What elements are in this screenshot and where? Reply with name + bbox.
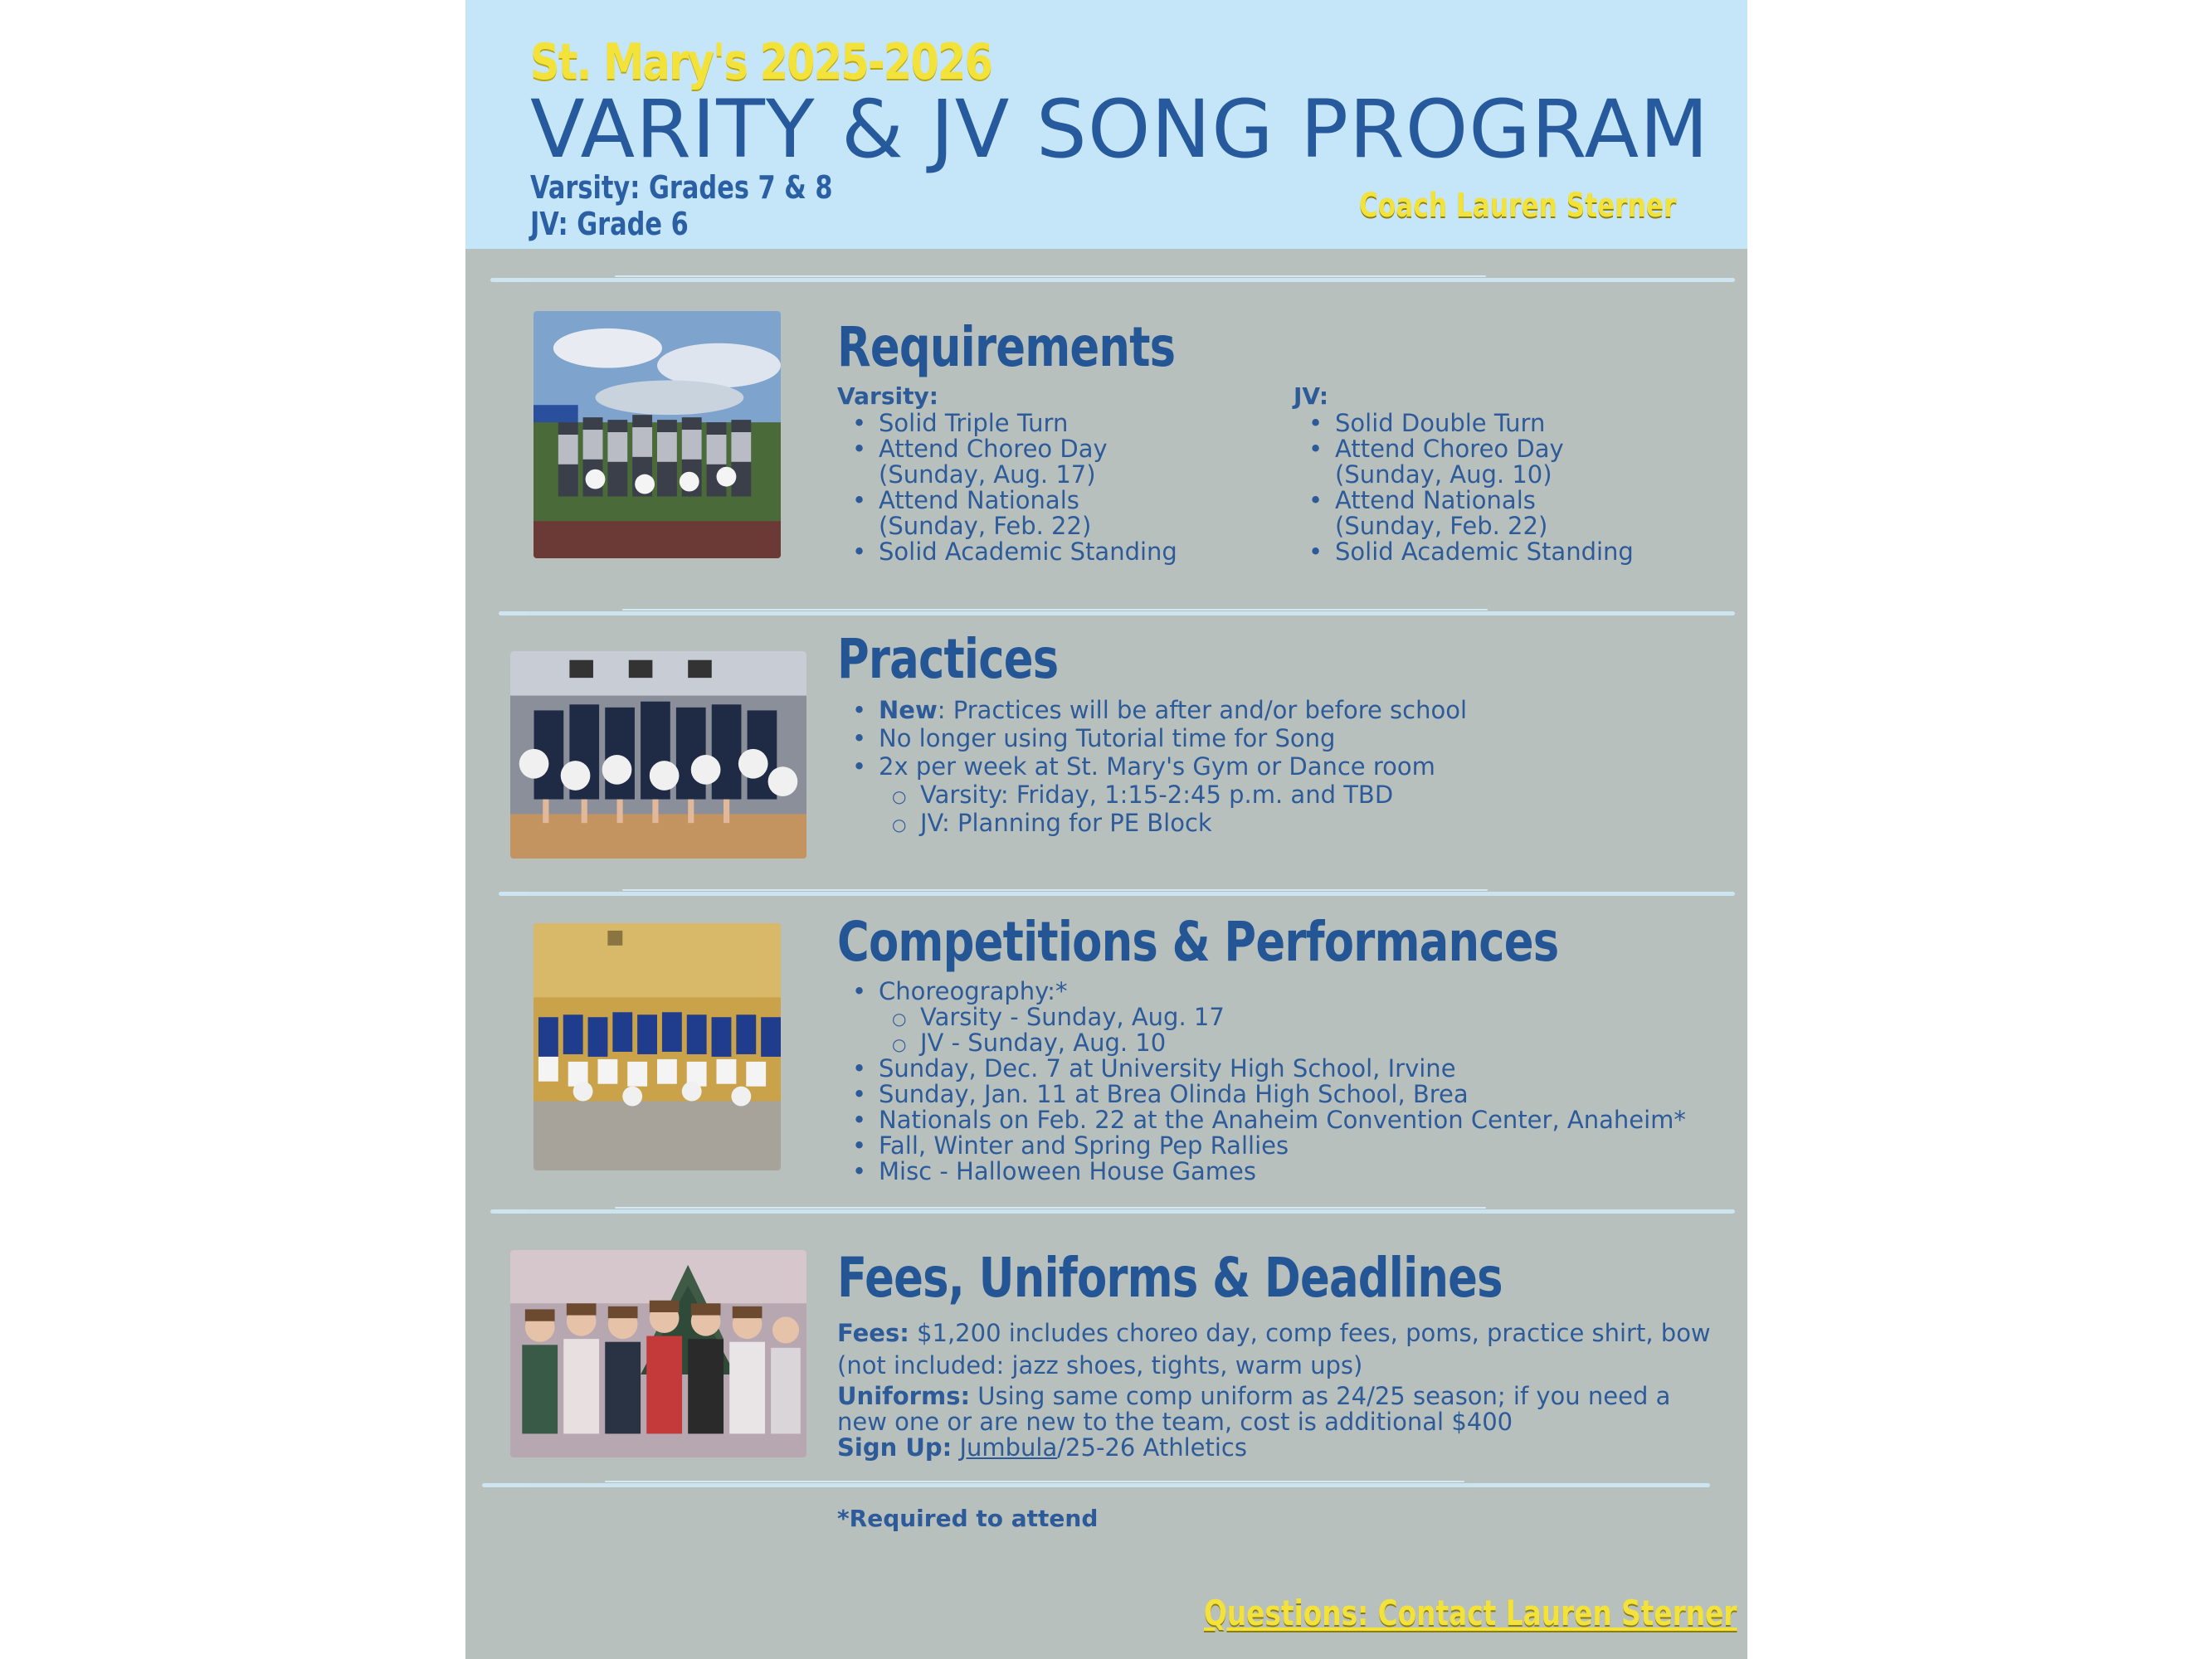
divider	[499, 611, 1735, 615]
list-item: • Choreography:*	[837, 979, 1733, 1005]
coach-name: Coach Lauren Sterner	[1359, 187, 1677, 225]
signup-label: Sign Up:	[837, 1433, 953, 1462]
header	[465, 0, 1747, 249]
school-year-title: St. Mary's 2025-2026	[530, 33, 992, 91]
signup-line	[837, 1435, 1717, 1461]
questions-contact-link[interactable]: Questions: Contact Lauren Sterner	[1204, 1593, 1737, 1633]
list-item: • Solid Academic Standing	[837, 539, 1269, 565]
varsity-requirements-list	[837, 411, 1269, 565]
list-item: • Sunday, Jan. 11 at Brea Olinda High School, Brea	[837, 1082, 1733, 1107]
requirements-heading: Requirements	[837, 315, 1176, 379]
fees-line	[837, 1321, 1717, 1346]
list-item: • 2x per week at St. Mary's Gym or Dance room	[837, 752, 1717, 781]
fees-block	[837, 1321, 1717, 1461]
team-photo-group	[510, 1250, 806, 1457]
program-title: VARITY & JV SONG PROGRAM	[530, 83, 1709, 176]
team-photo-gym	[510, 651, 806, 859]
team-photo-indoor	[534, 923, 781, 1170]
divider	[482, 1483, 1710, 1487]
list-item: • Solid Double Turn	[1294, 411, 1725, 436]
list-item	[837, 696, 1717, 724]
fees-heading: Fees, Uniforms & Deadlines	[837, 1246, 1503, 1310]
flyer-page	[465, 0, 1747, 1659]
varsity-label: Varsity:	[837, 382, 938, 410]
divider	[490, 278, 1735, 282]
uniforms-line	[837, 1384, 1717, 1435]
fees-note: (not included: jazz shoes, tights, warm ups)	[837, 1351, 1363, 1379]
list-item: • Attend Choreo Day	[837, 436, 1269, 462]
list-item: • Nationals on Feb. 22 at the Anaheim Convention Center, Anaheim*	[837, 1107, 1733, 1133]
list-item-continuation: (Sunday, Feb. 22)	[1335, 512, 1548, 540]
required-note: *Required to attend	[837, 1505, 1099, 1532]
sub-list-item: ○ JV: Planning for PE Block	[837, 809, 1717, 837]
new-label: New	[879, 696, 938, 724]
list-item: • Sunday, Dec. 7 at University High School, Irvine	[837, 1056, 1733, 1082]
jv-requirements-list	[1294, 411, 1725, 565]
signup-text: /25-26 Athletics	[1057, 1433, 1247, 1462]
list-item: • Attend Choreo Day	[1294, 436, 1725, 462]
list-item: • No longer using Tutorial time for Song	[837, 724, 1717, 752]
list-item: • Misc - Halloween House Games	[837, 1159, 1733, 1185]
practices-list	[837, 696, 1717, 837]
fees-text: $1,200 includes choreo day, comp fees, poms, practice shirt, bow	[909, 1319, 1711, 1347]
sub-list-item: ○ JV - Sunday, Aug. 10	[837, 1030, 1733, 1056]
jv-grades: JV: Grade 6	[530, 206, 689, 242]
new-text: : Practices will be after and/or before school	[937, 696, 1468, 724]
varsity-grades: Varsity: Grades 7 & 8	[530, 169, 833, 206]
sub-list-item: ○ Varsity - Sunday, Aug. 17	[837, 1005, 1733, 1030]
competitions-heading: Competitions & Performances	[837, 910, 1559, 974]
list-item: • Attend Nationals	[1294, 488, 1725, 513]
team-photo-field	[534, 311, 781, 558]
jv-label: JV:	[1294, 382, 1329, 410]
uniforms-text: Using same comp uniform as 24/25 season; if you need a new one or are new to the team, cost is additional $400	[837, 1382, 1671, 1436]
uniforms-label: Uniforms:	[837, 1382, 971, 1410]
list-item: • Solid Academic Standing	[1294, 539, 1725, 565]
competitions-list	[837, 979, 1733, 1185]
list-item-continuation: (Sunday, Feb. 22)	[879, 512, 1092, 540]
practices-heading: Practices	[837, 627, 1059, 691]
list-item: • Solid Triple Turn	[837, 411, 1269, 436]
list-item: • Fall, Winter and Spring Pep Rallies	[837, 1133, 1733, 1159]
jumbula-link[interactable]: Jumbula	[959, 1433, 1058, 1462]
divider	[490, 1209, 1735, 1214]
sub-list-item: ○ Varsity: Friday, 1:15-2:45 p.m. and TBD	[837, 781, 1717, 809]
fees-label: Fees:	[837, 1319, 909, 1347]
list-item-continuation: (Sunday, Aug. 17)	[879, 460, 1096, 489]
list-item-continuation: (Sunday, Aug. 10)	[1335, 460, 1552, 489]
divider	[499, 892, 1735, 896]
list-item: • Attend Nationals	[837, 488, 1269, 513]
